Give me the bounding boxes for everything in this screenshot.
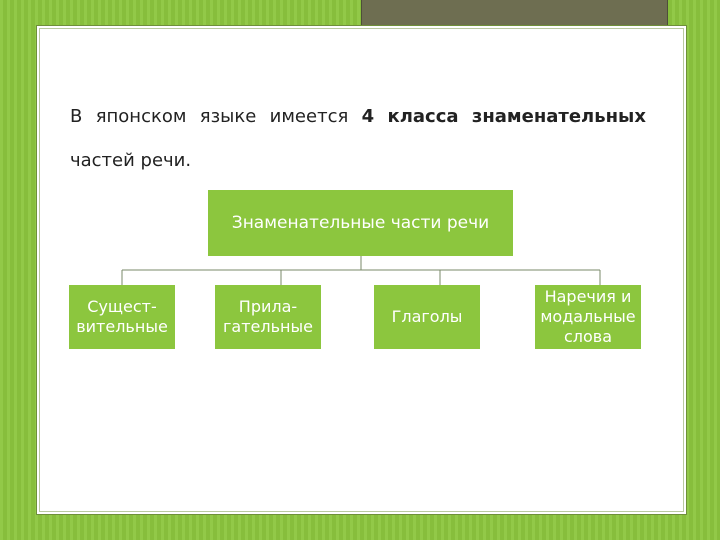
child-node-label: Наречия и: [544, 287, 632, 306]
root-node-label: Знаменательные части речи: [231, 213, 490, 233]
intro-word: японском: [95, 106, 187, 127]
intro-line-2: частей речи.: [70, 150, 192, 171]
child-node-nouns: [69, 285, 175, 349]
intro-bold-word: 4: [361, 106, 375, 127]
child-node-label: вительные: [76, 317, 168, 336]
intro-bold-word: класса: [387, 106, 459, 127]
child-node-label: Прила-: [238, 297, 298, 316]
child-node-adverbs: [535, 285, 641, 349]
intro-bold-word: знаменательных: [471, 106, 646, 127]
intro-word: В: [70, 106, 83, 127]
child-node-label: Глаголы: [391, 307, 463, 326]
child-node-verbs: [374, 285, 480, 349]
child-node-label: гательные: [223, 317, 313, 336]
intro-word: языке: [199, 106, 257, 127]
child-node-label: модальные: [540, 307, 636, 326]
child-node-label: Сущест-: [87, 297, 157, 316]
root-node: [208, 190, 513, 256]
child-node-label: слова: [563, 327, 613, 346]
intro-word: имеется: [269, 106, 349, 127]
child-node-adjectives: [215, 285, 321, 349]
